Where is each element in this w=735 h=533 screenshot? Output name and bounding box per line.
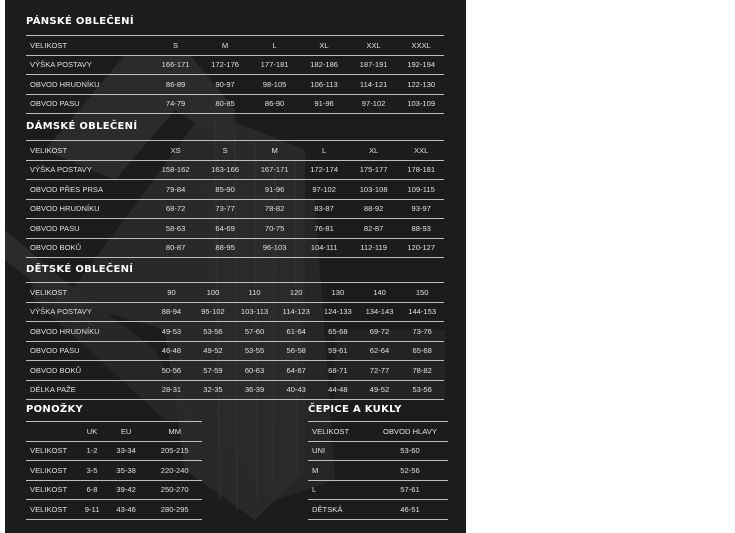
women-cell: 163-166 [200,160,250,180]
men-cell: 86-89 [151,75,201,95]
socks-table-row [26,461,202,481]
women-cell: 112-119 [349,238,399,258]
men-table-row [26,55,444,75]
caps-cell: 57-61 [372,480,448,500]
caps-cell: 53-60 [372,441,448,461]
caps-table-row [308,461,448,481]
women-cell: 79-84 [151,180,201,200]
men-cell: 106-113 [299,75,349,95]
socks-cell: 33-34 [105,441,148,461]
kids-cell: 44-48 [317,380,359,400]
men-cell: 192-194 [398,55,444,75]
kids-cell: 53-55 [234,341,276,361]
women-cell: 64-69 [200,219,250,239]
caps-table-row [308,500,448,520]
women-cell: 97-102 [299,180,349,200]
men-cell: 177-181 [250,55,300,75]
women-cell: 91-96 [250,180,300,200]
kids-cell: 49-52 [359,380,401,400]
men-cell: S [151,36,201,56]
men-cell: 74-79 [151,94,201,114]
women-cell: 80-87 [151,238,201,258]
women-cell: 88-95 [200,238,250,258]
kids-table-row [26,302,444,322]
women-cell: XS [151,141,201,161]
women-header-row [26,141,444,161]
kids-cell: 32-35 [192,380,234,400]
kids-row-label: OBVOD BOKŮ [26,361,151,381]
women-size-table [26,140,444,258]
women-cell: L [299,141,349,161]
kids-cell: 68-71 [317,361,359,381]
kids-cell: 46-48 [151,341,192,361]
kids-cell: 53-56 [192,322,234,342]
men-row-label: VELIKOST [26,36,151,56]
caps-cell: 52-56 [372,461,448,481]
socks-cell: 35-38 [105,461,148,481]
men-cell: 114-121 [349,75,399,95]
socks-cell: 3-5 [79,461,104,481]
caps-header-row [308,422,448,442]
socks-row-label: VELIKOST [26,480,79,500]
women-cell: 158-162 [151,160,201,180]
kids-cell: 60-63 [234,361,276,381]
kids-table-row [26,361,444,381]
men-cell: 187-191 [349,55,399,75]
kids-cell: 57-60 [234,322,276,342]
caps-table-row [308,441,448,461]
women-cell: 175-177 [349,160,399,180]
women-cell: 70-75 [250,219,300,239]
socks-row-label: VELIKOST [26,461,79,481]
kids-cell: 65-68 [317,322,359,342]
kids-cell: 95-102 [192,302,234,322]
kids-cell: 124-133 [317,302,359,322]
men-cell: XXL [349,36,399,56]
kids-cell: 144-153 [400,302,444,322]
kids-cell: 59-61 [317,341,359,361]
socks-cell: 9-11 [79,500,104,520]
kids-cell: 73-76 [400,322,444,342]
socks-cell: EU [105,422,148,442]
women-cell: 104-111 [299,238,349,258]
men-row-label: VÝŠKA POSTAVY [26,55,151,75]
socks-cell: 43-46 [105,500,148,520]
kids-cell: 88-94 [151,302,192,322]
kids-cell: 49-52 [192,341,234,361]
men-cell: L [250,36,300,56]
socks-size-table [26,421,202,520]
women-cell: 109-115 [398,180,444,200]
men-cell: M [200,36,250,56]
kids-row-label: DÉLKA PAŽE [26,380,151,400]
size-chart-sheet [5,0,466,533]
women-table-row [26,238,444,258]
caps-table-row [308,480,448,500]
kids-section-title: DĚTSKÉ OBLEČENÍ [26,264,134,275]
caps-row-label: DĚTSKÁ [308,500,372,520]
kids-table-row [26,380,444,400]
socks-cell: 250-270 [147,480,202,500]
men-cell: 122-130 [398,75,444,95]
kids-cell: 49-53 [151,322,192,342]
women-cell: 73-77 [200,199,250,219]
socks-cell: UK [79,422,104,442]
women-row-label: OBVOD HRUDNÍKU [26,199,151,219]
kids-cell: 36-39 [234,380,276,400]
kids-cell: 57-59 [192,361,234,381]
women-table-row [26,160,444,180]
men-row-label: OBVOD HRUDNÍKU [26,75,151,95]
men-table-row [26,94,444,114]
kids-cell: 50-56 [151,361,192,381]
socks-row-label: VELIKOST [26,441,79,461]
women-row-label: OBVOD PŘES PRSA [26,180,151,200]
men-cell: 90-97 [200,75,250,95]
men-cell: XXXL [398,36,444,56]
kids-header-row [26,283,444,303]
women-cell: 58-63 [151,219,201,239]
women-cell: 78-82 [250,199,300,219]
caps-size-table [308,421,448,520]
women-section-title: DÁMSKÉ OBLEČENÍ [26,121,138,132]
men-cell: 172-176 [200,55,250,75]
men-row-label: OBVOD PASU [26,94,151,114]
men-section-title: PÁNSKÉ OBLEČENÍ [26,16,134,27]
men-size-table [26,35,444,114]
women-cell: 76-81 [299,219,349,239]
kids-table-row [26,341,444,361]
socks-table-row [26,500,202,520]
kids-cell: 150 [400,283,444,303]
men-cell: 91-96 [299,94,349,114]
men-cell: XL [299,36,349,56]
kids-row-label: OBVOD HRUDNÍKU [26,322,151,342]
socks-row-label: VELIKOST [26,500,79,520]
kids-cell: 64-67 [275,361,317,381]
kids-cell: 62-64 [359,341,401,361]
socks-cell: 280-295 [147,500,202,520]
caps-row-label: UNI [308,441,372,461]
socks-cell: 39-42 [105,480,148,500]
kids-cell: 28-31 [151,380,192,400]
caps-cell: OBVOD HLAVY [372,422,448,442]
caps-row-label: L [308,480,372,500]
women-cell: 68-72 [151,199,201,219]
women-cell: XL [349,141,399,161]
men-table-row [26,75,444,95]
women-cell: 120-127 [398,238,444,258]
women-cell: XXL [398,141,444,161]
socks-cell: 1-2 [79,441,104,461]
men-cell: 182-186 [299,55,349,75]
women-cell: 83-87 [299,199,349,219]
socks-table-row [26,441,202,461]
socks-row-label [26,422,79,442]
women-cell: 82-87 [349,219,399,239]
men-cell: 103-109 [398,94,444,114]
kids-table-row [26,322,444,342]
kids-cell: 103-113 [234,302,276,322]
kids-cell: 72-77 [359,361,401,381]
kids-cell: 100 [192,283,234,303]
women-cell: S [200,141,250,161]
women-row-label: OBVOD BOKŮ [26,238,151,258]
kids-cell: 61-64 [275,322,317,342]
women-table-row [26,219,444,239]
kids-cell: 65-68 [400,341,444,361]
socks-cell: 6-8 [79,480,104,500]
kids-cell: 114-123 [275,302,317,322]
women-cell: 103-108 [349,180,399,200]
socks-cell: 220-240 [147,461,202,481]
men-cell: 98-105 [250,75,300,95]
kids-cell: 53-56 [400,380,444,400]
women-cell: 172-174 [299,160,349,180]
women-row-label: VÝŠKA POSTAVY [26,160,151,180]
socks-table-row [26,480,202,500]
men-cell: 166-171 [151,55,201,75]
women-cell: 88-92 [349,199,399,219]
kids-cell: 130 [317,283,359,303]
women-cell: M [250,141,300,161]
kids-cell: 134-143 [359,302,401,322]
socks-section-title: PONOŽKY [26,404,84,415]
caps-row-label: M [308,461,372,481]
kids-cell: 120 [275,283,317,303]
women-cell: 96-103 [250,238,300,258]
kids-cell: 56-58 [275,341,317,361]
men-cell: 80-85 [200,94,250,114]
socks-cell: 205-215 [147,441,202,461]
kids-cell: 90 [151,283,192,303]
kids-cell: 69-72 [359,322,401,342]
kids-row-label: VÝŠKA POSTAVY [26,302,151,322]
socks-header-row [26,422,202,442]
women-cell: 178-181 [398,160,444,180]
men-cell: 97-102 [349,94,399,114]
caps-cell: 46-51 [372,500,448,520]
kids-row-label: VELIKOST [26,283,151,303]
women-table-row [26,199,444,219]
men-header-row [26,36,444,56]
kids-cell: 140 [359,283,401,303]
women-cell: 167-171 [250,160,300,180]
socks-cell: MM [147,422,202,442]
kids-cell: 78-82 [400,361,444,381]
caps-section-title: ČEPICE A KUKLY [308,404,402,415]
women-table-row [26,180,444,200]
kids-row-label: OBVOD PASU [26,341,151,361]
women-cell: 85-90 [200,180,250,200]
kids-cell: 40-43 [275,380,317,400]
men-cell: 86-90 [250,94,300,114]
women-cell: 88-93 [398,219,444,239]
caps-row-label: VELIKOST [308,422,372,442]
women-cell: 93-97 [398,199,444,219]
kids-size-table [26,282,444,400]
kids-cell: 110 [234,283,276,303]
women-row-label: OBVOD PASU [26,219,151,239]
women-row-label: VELIKOST [26,141,151,161]
